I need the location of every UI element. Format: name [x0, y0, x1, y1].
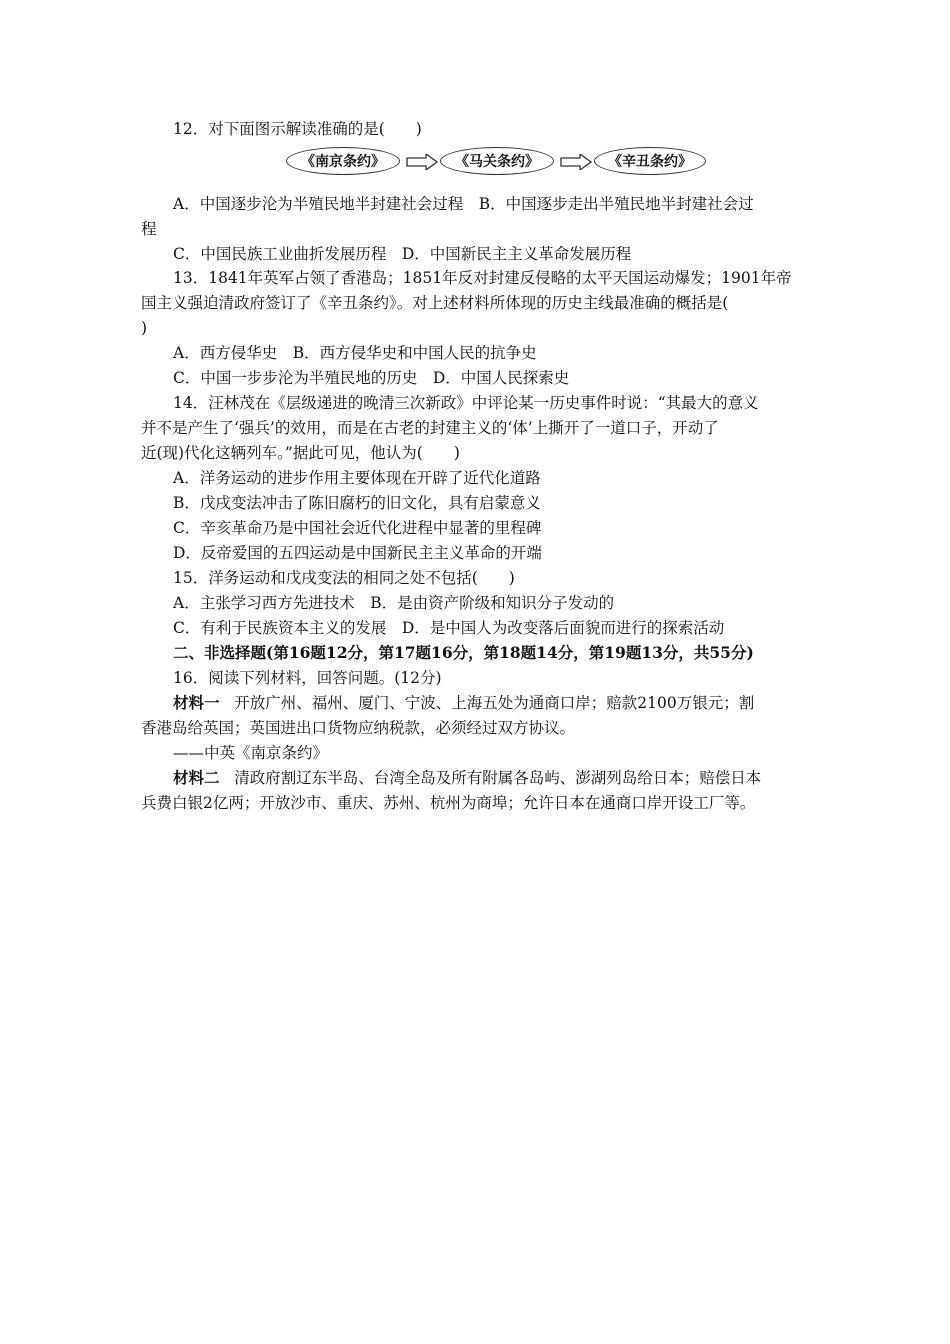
- q13-stem-cont: 国主义强迫清政府签订了《辛丑条约》。对上述材料所体现的历史主线最准确的概括是(: [141, 294, 729, 312]
- q16-stem: 16．阅读下列材料，回答问题。(12分): [173, 669, 442, 687]
- q12-option-cd: C．中国民族工业曲折发展历程 D．中国新民主主义革命发展历程: [173, 245, 632, 263]
- q14-option-c: C．辛亥革命乃是中国社会近代化进程中显著的里程碑: [173, 519, 542, 537]
- section-heading: 二、非选择题(第16题12分，第17题16分，第18题14分，第19题13分，共55分): [173, 643, 754, 662]
- q14-option-d: D．反帝爱国的五四运动是中国新民主主义革命的开端: [173, 544, 542, 562]
- treaty-oval-xinchou: 《辛丑条约》: [594, 147, 706, 175]
- material-one-text: 开放广州、福州、厦门、宁波、上海五处为通商口岸；赔款2100万银元；割: [234, 694, 755, 712]
- q14-option-a: A．洋务运动的进步作用主要体现在开辟了近代化道路: [173, 469, 541, 487]
- material-two-text-cont: 兵费白银2亿两；开放沙市、重庆、苏州、杭州为商埠；允许日本在通商口岸开设工厂等。: [141, 794, 756, 812]
- q13-option-ab: A．西方侵华史 B．西方侵华史和中国人民的抗争史: [173, 344, 537, 362]
- material-two-label: 材料二: [173, 768, 220, 787]
- q14-stem: 14．汪林茂在《层级递进的晚清三次新政》中评论某一历史事件时说：“其最大的意义: [173, 394, 759, 412]
- q14-stem-cont: 并不是产生了‘强兵’的效用，而是在古老的封建主义的‘体’上撕开了一道口子，开动了: [141, 419, 719, 437]
- q12-option-ab: A．中国逐步沦为半殖民地半封建社会过程 B．中国逐步走出半殖民地半封建社会过: [173, 195, 754, 213]
- treaty-oval-nanjing: 《南京条约》: [286, 147, 400, 175]
- material-two: [173, 768, 761, 788]
- treaty-flow-diagram: [286, 147, 706, 179]
- q12-option-ab-cont: 程: [141, 220, 157, 238]
- q14-option-b: B．戊戌变法冲击了陈旧腐朽的旧文化，具有启蒙意义: [173, 494, 541, 512]
- q13-option-cd: C．中国一步步沦为半殖民地的历史 D．中国人民探索史: [173, 369, 570, 387]
- material-one-text-cont: 香港岛给英国；英国进出口货物应纳税款，必须经过双方协议。: [141, 719, 576, 737]
- q13-stem-cont: ): [141, 319, 148, 337]
- q15-option-cd: C．有利于民族资本主义的发展 D．是中国人为改变落后面貌而进行的探索活动: [173, 619, 725, 637]
- q15-option-ab: A．主张学习西方先进技术 B．是由资产阶级和知识分子发动的: [173, 594, 615, 612]
- arrow-right-icon: [406, 154, 438, 170]
- q15-stem: 15．洋务运动和戊戌变法的相同之处不包括( ): [173, 569, 515, 587]
- q12-stem: 12．对下面图示解读准确的是( ): [173, 120, 422, 138]
- treaty-oval-maguan: 《马关条约》: [440, 147, 554, 175]
- q13-stem: 13．1841年英军占领了香港岛；1851年反对封建反侵略的太平天国运动爆发；1901年帝: [173, 269, 792, 287]
- material-one-label: 材料一: [173, 693, 220, 712]
- material-one: [173, 693, 754, 713]
- material-two-text: 清政府割辽东半岛、台湾全岛及所有附属各岛屿、澎湖列岛给日本；赔偿日本: [234, 769, 762, 787]
- q14-stem-cont: 近(现)代化这辆列车。”据此可见，他认为( ): [141, 444, 460, 462]
- material-one-source: ——中英《南京条约》: [173, 744, 329, 762]
- arrow-right-icon: [560, 154, 592, 170]
